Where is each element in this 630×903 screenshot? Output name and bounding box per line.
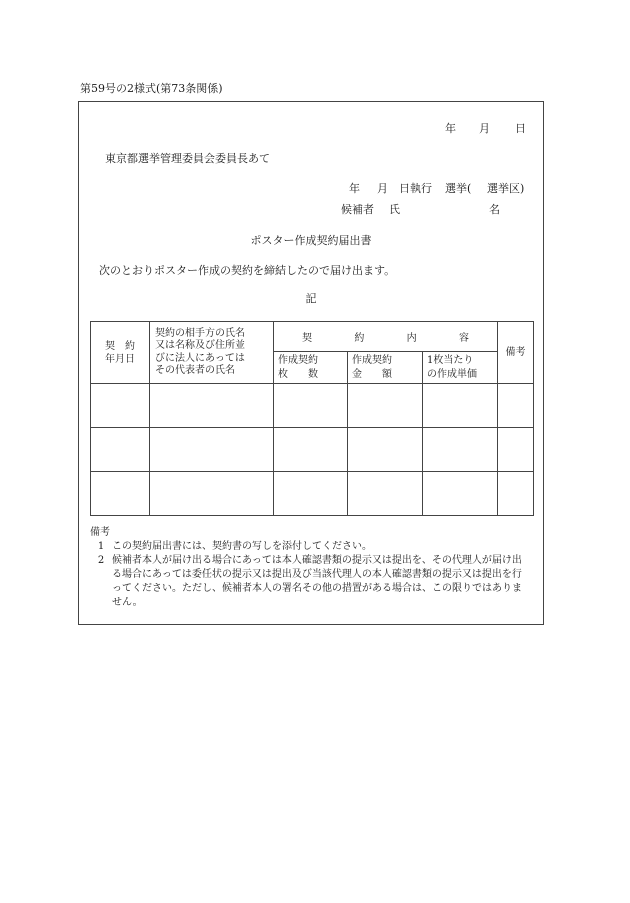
form-caption: 第59号の2様式(第73条関係) [80,82,223,95]
election-execution: 日執行 [399,182,432,195]
table-row [91,472,534,516]
notes-section [90,526,530,610]
table-cell [274,472,348,516]
table-cell [274,428,348,472]
table-cell [91,384,150,428]
table-cell [150,472,274,516]
header-count: 作成契約 枚 数 [274,352,348,384]
candidate-name-left: 氏 [389,203,400,216]
header-contract-contents: 契 約 内 容 [274,322,498,352]
table-cell [150,384,274,428]
table-cell [423,384,498,428]
table-row [91,384,534,428]
date-month: 月 [479,122,490,135]
note-number: 2 [97,555,105,566]
table-cell [498,384,534,428]
ki-mark: 記 [305,292,317,305]
document-title: ポスター作成契約届出書 [250,234,372,247]
table-cell [91,472,150,516]
election-district: 選挙区) [487,182,525,195]
table-cell [423,472,498,516]
notes-heading: 備考 [90,527,110,538]
note-text: 候補者本人が届け出る場合にあっては本人確認書類の提示又は提出を、その代理人が届け出る場合にあっては委任状の提示又は提出及び当該代理人の本人確認書類の提示又は提出を行ってください。ただし、候補者本人の署名その他の措置がある場合は、この限りではありません。 [112,555,522,608]
table-cell [274,384,348,428]
table-cell [348,428,423,472]
table-cell [348,472,423,516]
date-day: 日 [515,122,526,135]
header-unit-price: 1枚当たり の作成単価 [423,352,498,384]
election-label: 選挙( [445,182,472,195]
election-month: 月 [377,182,388,195]
table-row [91,428,534,472]
header-amount: 作成契約 金 額 [348,352,423,384]
note-item [90,554,530,610]
table-cell [423,428,498,472]
table-cell [498,472,534,516]
table-cell [91,428,150,472]
addressee: 東京都選挙管理委員会委員長あて [105,152,270,165]
note-item [90,540,530,554]
candidate-name-right: 名 [489,203,500,216]
table-cell [498,428,534,472]
header-remarks: 備考 [498,322,534,384]
table-cell [150,428,274,472]
note-number: 1 [97,541,105,552]
header-contract-date: 契 約 年月日 [91,322,150,384]
date-year: 年 [445,122,456,135]
candidate-label: 候補者 [341,203,374,216]
table-cell [348,384,423,428]
header-counterparty: 契約の相手方の氏名 又は名称及び住所並 びに法人にあっては その代表者の氏名 [150,322,274,384]
intro-text: 次のとおりポスター作成の契約を締結したので届け出ます。 [99,264,396,277]
contract-table [90,321,534,516]
election-year: 年 [349,182,360,195]
form-frame [78,101,544,625]
note-text: この契約届出書には、契約書の写しを添付してください。 [112,541,372,552]
